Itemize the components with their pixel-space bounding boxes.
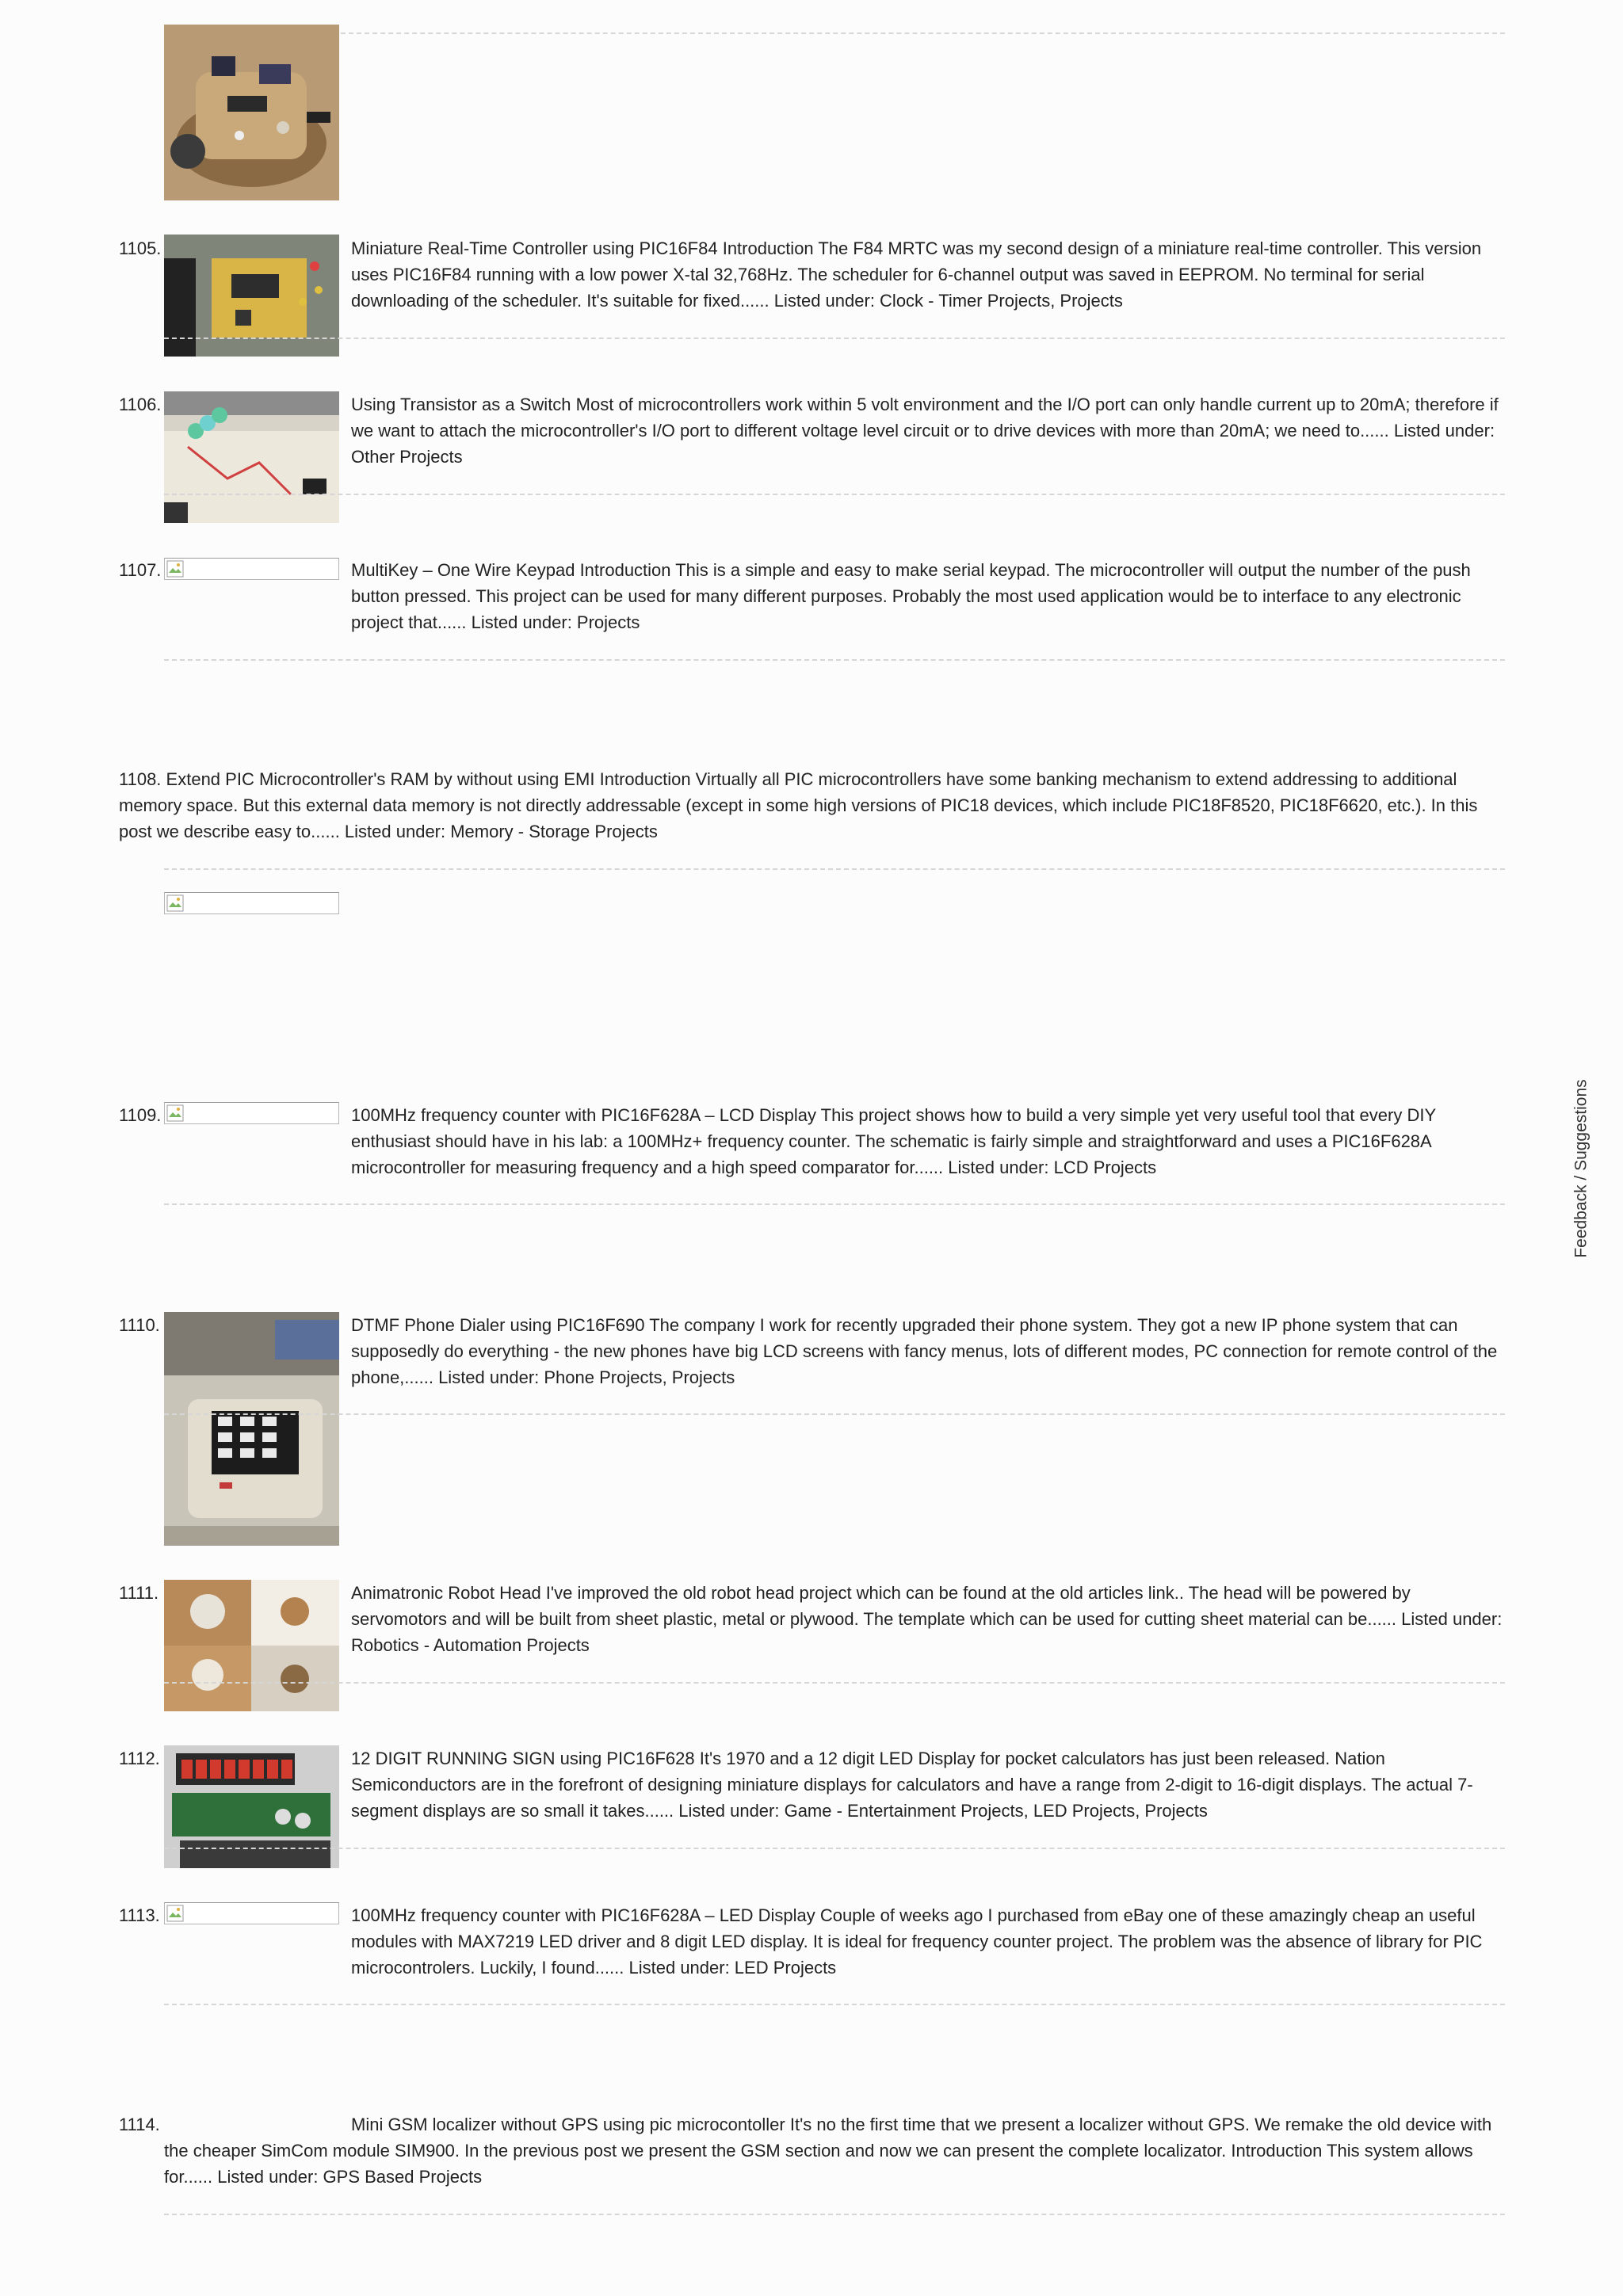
entry-number: 1109. bbox=[119, 1105, 162, 1125]
entry-description: Miniature Real-Time Controller using PIC16F84 Introduction The F84 MRTC was my second design of a miniature real-time controller. This version uses PIC16F84 running with a low power X-tal 32,768Hz. The scheduler for 6-channel output was saved in EEPROM. No terminal for serial downloading of the scheduler. It's suitable for fixed...... Listed under: Clock - Timer Projects, Projects bbox=[351, 238, 1482, 311]
entry-number: 1114. bbox=[119, 2115, 160, 2134]
divider bbox=[164, 868, 1505, 870]
entry-number: 1105. bbox=[119, 238, 162, 258]
entry-description: 100MHz frequency counter with PIC16F628A – LED Display Couple of weeks ago I purchased from eBay one of these amazingly cheap an useful modules with MAX7219 LED driver and 8 digit LED display. It is ideal for frequency counter project. The problem was the absence of library for PIC microcontrolers. Luckily, I found...... Listed under: LED Projects bbox=[351, 1905, 1483, 1978]
divider bbox=[164, 1413, 1505, 1415]
entry-number: 1110. bbox=[119, 1315, 160, 1335]
entry-number: 1112. bbox=[119, 1749, 160, 1768]
divider bbox=[164, 1682, 1505, 1684]
divider bbox=[164, 1203, 1505, 1205]
divider bbox=[164, 338, 1505, 339]
entry-description: 12 DIGIT RUNNING SIGN using PIC16F628 It's 1970 and a 12 digit LED Display for pocket calculators has just been released. Nation Semiconductors are in the forefront of designing miniature displays for calculators and have a range from 2-digit to 16-digit displays. The actual 7-segment displays are so small it takes...... Listed under: Game - Entertainment Projects, LED Projects, Projects bbox=[351, 1749, 1473, 1821]
robot-kit-thumbnail[interactable] bbox=[164, 25, 339, 200]
broken-image-icon bbox=[166, 560, 184, 578]
running-sign-thumbnail[interactable] bbox=[164, 1745, 339, 1868]
broken-image-placeholder[interactable] bbox=[164, 1102, 339, 1124]
broken-image-icon bbox=[166, 1905, 184, 1922]
dtmf-dialer-thumbnail[interactable] bbox=[164, 1312, 339, 1546]
entry-number: 1108. bbox=[119, 769, 162, 789]
divider bbox=[164, 659, 1505, 661]
entry-description: Mini GSM localizer without GPS using pic microcontoller It's no the first time that we present a localizer without GPS. We remake the old device with the cheaper SimCom module SIM900. In the previous post we present the GSM section and now we can present the complete localizator. Introduction This system allows for...... Listed under: GPS Based Projects bbox=[164, 2115, 1492, 2187]
entry-description: DTMF Phone Dialer using PIC16F690 The company I work for recently upgraded their phone system. They got a new IP phone system that can supposedly do everything - the new phones have big LCD screens with fancy menus, lots of different modes, PC connection for remote control of the phone,...... Listed under: Phone Projects, Projects bbox=[351, 1315, 1498, 1387]
entry-number: 1113. bbox=[119, 1905, 160, 1925]
broken-image-placeholder[interactable] bbox=[164, 558, 339, 580]
robot-head-thumbnail[interactable] bbox=[164, 1580, 339, 1711]
entry-number: 1111. bbox=[119, 1583, 159, 1603]
entry-number: 1107. bbox=[119, 560, 162, 580]
divider bbox=[341, 32, 1505, 34]
entry-description: MultiKey – One Wire Keypad Introduction This is a simple and easy to make serial keypad. The microcontroller will output the number of the push button pressed. This project can be used for many different purposes. Probably the most used application would be to interface to any electronic project that...... Listed under: Projects bbox=[351, 560, 1471, 632]
feedback-suggestions-tab[interactable] bbox=[1566, 1080, 1598, 1257]
entry-description: Animatronic Robot Head I've improved the old robot head project which can be found at the old articles link.. The head will be powered by servomotors and will be built from sheet plastic, metal or plywood. The template which can be used for cutting sheet material can be...... Listed under: Robotics - Automation Projects bbox=[351, 1583, 1503, 1655]
entry-description: 100MHz frequency counter with PIC16F628A – LCD Display This project shows how to build a very simple yet very useful tool that every DIY enthusiast should have in his lab: a 100MHz+ frequency counter. The schematic is fairly simple and straightforward and uses a PIC16F628A microcontroller for measuring frequency and a high speed comparator for...... Listed under: LCD Projects bbox=[351, 1105, 1436, 1177]
broken-image-placeholder[interactable] bbox=[164, 1902, 339, 1924]
entry-description: Using Transistor as a Switch Most of microcontrollers work within 5 volt environment and the I/O port can only handle current up to 20mA; therefore if we want to attach the microcontroller's I/O port to different voltage level circuit or to drive devices with more than 20mA; we need to...... Listed under: Other Projects bbox=[351, 395, 1499, 467]
entry-description-text: Extend PIC Microcontroller's RAM by without using EMI Introduction Virtually all PIC microcontrollers have some banking mechanism to extend addressing to additional memory space. But this external data memory is not directly addressable (except in some high versions of PIC18 devices, which include PIC18F8520, PIC18F6620, etc.). In this post we describe easy to...... Listed under: Memory - Storage Projects bbox=[119, 769, 1478, 841]
divider bbox=[164, 1848, 1505, 1849]
broken-image-icon bbox=[166, 894, 184, 912]
divider bbox=[164, 2004, 1505, 2005]
divider bbox=[164, 2214, 1505, 2215]
divider bbox=[164, 494, 1505, 495]
broken-image-placeholder[interactable] bbox=[164, 892, 339, 914]
broken-image-icon bbox=[166, 1104, 184, 1122]
entry-description bbox=[119, 766, 1511, 845]
transistor-switch-thumbnail[interactable] bbox=[164, 391, 339, 523]
entry-number: 1106. bbox=[119, 395, 162, 414]
feedback-tab-label: Feedback / Suggestions bbox=[1572, 1079, 1591, 1258]
